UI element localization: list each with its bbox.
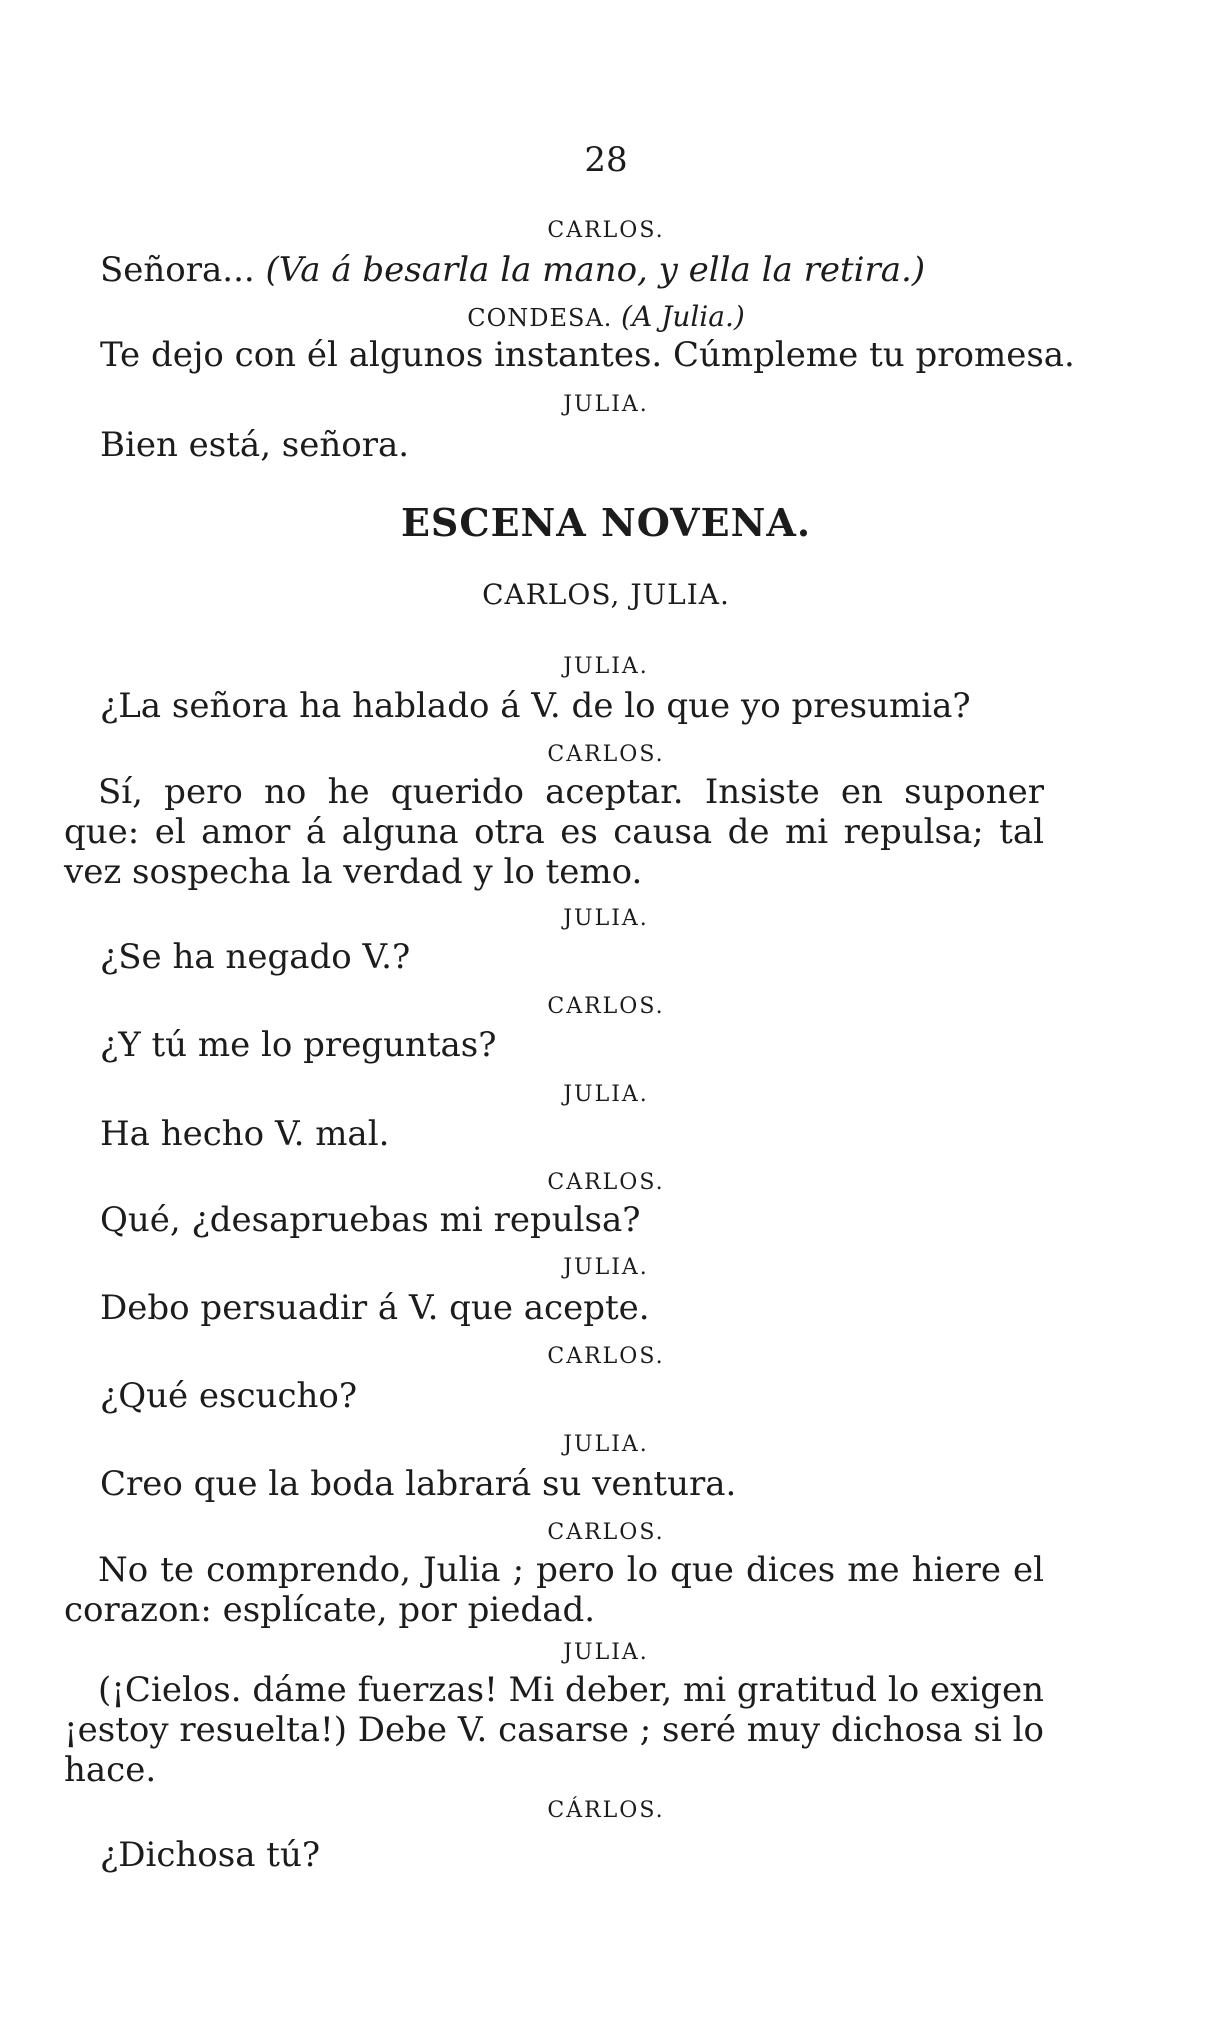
stage-direction: (Va á besarla la mano, y ella la retira.) [265, 250, 926, 290]
speaker-label: CARLOS. [547, 1520, 665, 1545]
dialogue-line [100, 250, 925, 290]
speaker-label: JULIA. [563, 1082, 649, 1107]
scene-cast: CARLOS, JULIA. [482, 578, 730, 611]
speaker-label-with-direction [0, 300, 1212, 333]
speaker-label: CÁRLOS. [547, 1798, 665, 1823]
scene-title: ESCENA NOVENA. [400, 500, 812, 545]
dialogue-line: ¿Se ha negado V.? [100, 937, 411, 977]
dialogue-paragraph [64, 1670, 1044, 1790]
dialogue-paragraph [64, 772, 1044, 892]
dialogue-paragraph [64, 1550, 1044, 1630]
dialogue-line: ¿Qué escucho? [100, 1376, 358, 1416]
dialogue-line: ¿Dichosa tú? [100, 1835, 321, 1875]
speaker-label: CARLOS. [547, 1344, 665, 1369]
dialogue-text: Señora... [100, 250, 266, 290]
speaker-label: JULIA. [563, 1432, 649, 1457]
speaker-label: JULIA. [563, 1640, 649, 1665]
dialogue-line: ¿Y tú me lo preguntas? [100, 1025, 497, 1065]
dialogue-text: Sí, pero no he querido aceptar. Insiste en suponer que: el amor á alguna otra es causa de mi repulsa; tal vez sospecha la verdad y lo temo. [64, 772, 1044, 892]
speaker-label: CARLOS. [547, 742, 665, 767]
dialogue-line: Bien está, señora. [100, 425, 410, 465]
dialogue-line: ¿La señora ha hablado á V. de lo que yo presumia? [100, 686, 971, 726]
speaker-label: JULIA. [563, 392, 649, 417]
speaker-label: JULIA. [563, 906, 649, 931]
speaker-label: JULIA. [563, 1255, 649, 1280]
speaker-label: JULIA. [563, 654, 649, 679]
speaker-label: CARLOS. [547, 218, 665, 243]
speaker-name: CONDESA. [467, 304, 622, 332]
speaker-label: CARLOS. [547, 994, 665, 1019]
dialogue-text: No te comprendo, Julia ; pero lo que dices me hiere el corazon: esplícate, por piedad. [64, 1550, 1044, 1630]
dialogue-line: Creo que la boda labrará su ventura. [100, 1464, 737, 1504]
dialogue-line: Te dejo con él algunos instantes. Cúmpleme tu promesa. [100, 335, 1075, 375]
dialogue-line: Qué, ¿desapruebas mi repulsa? [100, 1200, 641, 1240]
speaker-label: CARLOS. [547, 1170, 665, 1195]
dialogue-line: Debo persuadir á V. que acepte. [100, 1288, 650, 1328]
dialogue-text: (¡Cielos. dáme fuerzas! Mi deber, mi gratitud lo exigen ¡estoy resuelta!) Debe V. casarse ; seré muy dichosa si lo hace. [64, 1670, 1044, 1790]
page-number: 28 [584, 140, 628, 180]
dialogue-line: Ha hecho V. mal. [100, 1114, 390, 1154]
stage-direction: (A Julia.) [621, 300, 745, 333]
